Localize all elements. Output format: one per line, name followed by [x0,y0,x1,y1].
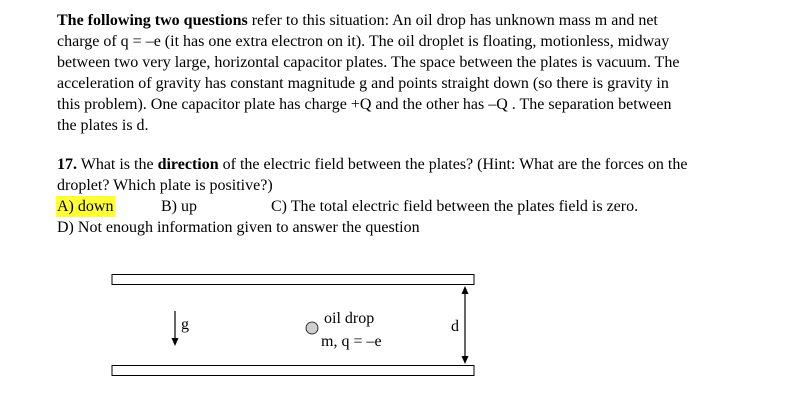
intro-line-3: between two very large, horizontal capacitor plates. The space between the plates is vacuum. The [57,54,680,71]
intro-lead-bold: The following two questions [57,12,248,29]
question-emphasis: direction [157,156,219,173]
bottom-capacitor-plate [112,366,474,376]
intro-line-4: acceleration of gravity has constant magnitude g and points straight down (so there is gravity in [57,75,669,92]
oil-drop-charge-label: m, q = –e [321,333,382,350]
intro-line-1-text: refer to this situation: An oil drop has unknown mass m and net [247,12,658,29]
separation-arrow-head-bottom [462,356,469,364]
intro-line-5: this problem). One capacitor plate has charge +Q and the other has –Q . The separation between [57,96,672,113]
question-number: 17. [57,156,77,173]
answer-a-highlighted: A) down [57,198,114,215]
answer-c: C) The total electric field between the plates field is zero. [271,198,639,215]
oil-drop [306,322,318,334]
separation-label: d [451,318,459,335]
intro-line-6: the plates is d. [57,117,149,134]
gravity-label: g [181,316,189,333]
question-text-before: What is the [77,156,158,173]
top-capacitor-plate [112,275,474,285]
separation-arrow-head-top [462,286,469,294]
question-text-after: of the electric field between the plates? (Hint: What are the forces on the [218,156,688,173]
gravity-arrow-head [172,338,179,346]
answer-d: D) Not enough information given to answer the question [57,219,420,236]
oil-drop-label: oil drop [324,310,375,327]
question-line-2: droplet? Which plate is positive?) [57,177,273,194]
intro-line-2: charge of q = –e (it has one extra electron on it). The oil droplet is floating, motionless, midway [57,33,670,50]
answer-b: B) up [161,198,197,215]
